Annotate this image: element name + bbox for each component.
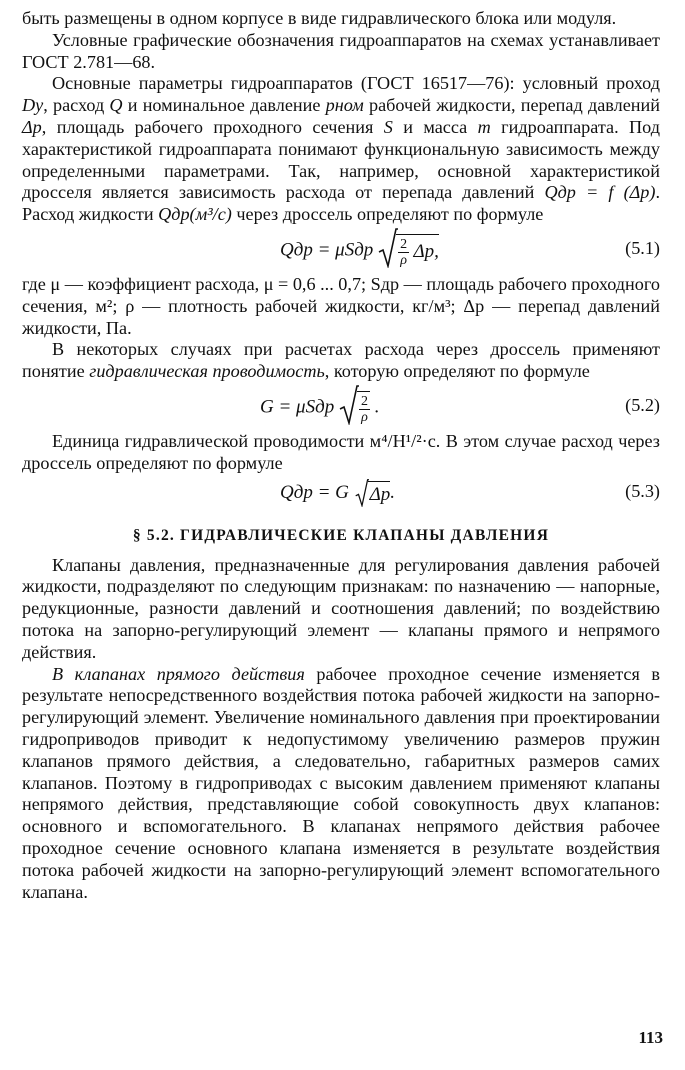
book-page (22, 8, 660, 903)
formula-5-2: G = μSдр $\frac{2}{\rho}$ . (5.2) (22, 383, 660, 431)
section-heading: § 5.2. ГИДРАВЛИЧЕСКИЕ КЛАПАНЫ ДАВЛЕНИЯ (132, 526, 550, 544)
formula-5-1-lhs: Qдр = μSдр (280, 239, 374, 261)
symbol-q-function: Qдр = f (Δp) (544, 182, 656, 203)
paragraph-valves: Клапаны давления, предназначенные для регулирования давления рабочей жидкости, подразделяют по следующим признакам: по назначению — напорные, редукционные, разности давлений и соотношения давлений; по воздействию потока на запорно-регулирующий элемент — клапаны прямого и непрямого действия. (22, 554, 660, 662)
fraction: $\frac{2}{\rho}$ (360, 393, 368, 425)
symbol-q-units: Qдр(м³/с) (158, 204, 232, 225)
sqrt-sign: Δp (354, 481, 391, 506)
formula-5-1 (22, 226, 660, 274)
paragraph-parameters: Основные параметры гидроаппаратов (ГОСТ 16517—76): условный проход Dу, расход Q и номинальное давление pном рабочей жидкости, перепад давлений Δp, площадь рабочего проходного сечения S и масса m гидроаппарата. Под характеристикой гидроаппарата понимают функциональную зависимость между определенными параметрами. Так, например, основной характеристикой дросселя является зависимость расхода от перепада давлений Qдр = f (Δp). Расход жидкости Qдр(м³/с) через дроссель определяют по формуле (22, 73, 661, 225)
page-number: 113 (638, 1028, 663, 1047)
equation-number-5-3: (5.3) (625, 480, 660, 501)
formula-5-3-lhs: Qдр = G (280, 481, 349, 503)
radical-icon (378, 228, 398, 268)
paragraph-where: где μ — коэффициент расхода, μ = 0,6 ... 0,7; Sдр — площадь рабочего проходного сечения, м²; ρ — плотность рабочей жидкости, кг/м³; Δp — перепад давлений жидкости, Па. (22, 273, 660, 338)
paragraph-gost: Условные графические обозначения гидроаппаратов на схемах устанавливает ГОСТ 2.781—68. (22, 29, 660, 72)
fraction: $\frac{2}{\rho}$ (400, 236, 408, 268)
formula-5-3: Qдр = G Δp. (5.3) (280, 480, 660, 505)
paragraph-conductance: В некоторых случаях при расчетах расхода через дроссель применяют понятие гидравлическая проводимость, которую определяют по формуле (22, 339, 660, 382)
equation-number-5-1: (5.1) (625, 237, 660, 258)
radical-icon (339, 385, 359, 425)
equation-number-5-2: (5.2) (625, 394, 660, 415)
symbol-m: m (477, 116, 491, 137)
symbol-dp: Δp (22, 116, 42, 137)
term-direct-action: В клапанах прямого действия (52, 663, 305, 684)
paragraph-unit: Единица гидравлической проводимости м⁴/Н¹/²·с. В этом случае расход через дроссель определяют по формуле (22, 430, 660, 473)
paragraph-direct-action: В клапанах прямого действия рабочее проходное сечение изменяется в результате непосредственного воздействия потока рабочей жидкости на запорно-регулирующий элемент. Увеличение номинального давления при проектировании гидроприводов приводит к недопустимому увеличению размеров пружин клапанов прямого действия, а следовательно, габаритных размеров самих клапанов. Поэтому в гидроприводах с высоким давлением применяют клапаны непрямого действия, представляющие собой совокупность двух клапанов: основного и вспомогательного. В клапанах непрямого действия рабочее проходное сечение основного клапана изменяется в результате воздействия потока рабочей жидкости на запорно-регулирующий элемент вспомогательного клапана. (22, 663, 660, 902)
symbol-dy: Dу (22, 95, 44, 116)
radical-icon (354, 479, 370, 507)
paragraph-intro-tail: быть размещены в одном корпусе в виде гидравлического блока или модуля. (22, 8, 617, 28)
term-hydraulic-conductance: гидравлическая проводимость (89, 361, 325, 382)
symbol-pnom: pном (325, 95, 364, 116)
symbol-q: Q (109, 95, 123, 116)
formula-5-2-lhs: G = μSдр (260, 396, 335, 418)
sqrt-sign: $\frac{2}{\rho}$ Δp, (378, 234, 439, 268)
symbol-s: S (383, 116, 393, 137)
sqrt-sign (339, 391, 370, 425)
